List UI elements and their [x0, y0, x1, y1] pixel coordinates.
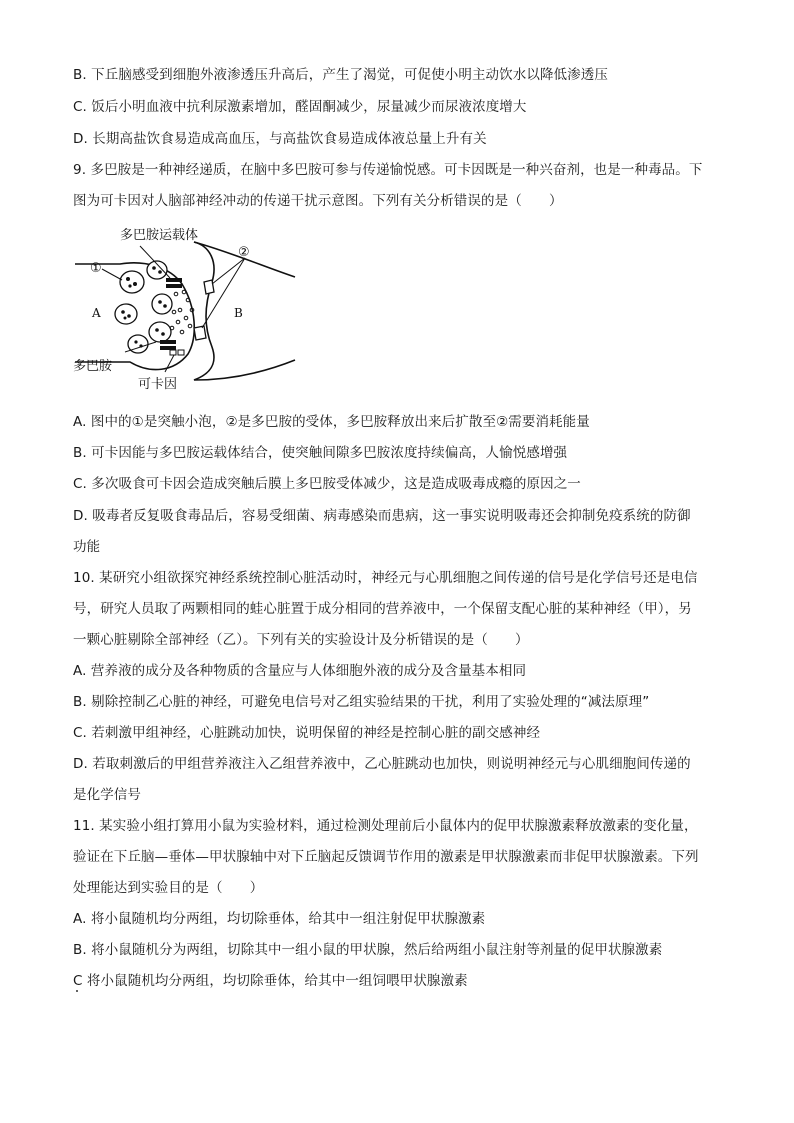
option-10a: A. 营养液的成分及各种物质的含量应与人体细胞外液的成分及含量基本相同: [73, 663, 527, 679]
label-vesicle-1: ①: [90, 261, 102, 276]
label-dopamine-carrier: 多巴胺运载体: [120, 228, 199, 243]
dopamine-receptors: [194, 280, 214, 340]
question-11-stem: 11. 某实验小组打算用小鼠为实验材料，通过检测处理前后小鼠体内的促甲状腺激素释放激素的变化量，: [73, 818, 698, 834]
label-b: B: [234, 306, 243, 320]
question-10-stem-cont: 号，研究人员取了两颗相同的蛙心脏置于成分相同的营养液中，一个保留支配心脏的某种神经（甲），另: [73, 601, 692, 617]
option-9d-cont: 功能: [73, 539, 101, 555]
stray-dot-mark: [76, 990, 78, 992]
option-11c: C 将小鼠随机均分两组，均切除垂体，给其中一组饲喂甲状腺激素: [73, 973, 468, 989]
synapse-diagram: [70, 222, 300, 397]
option-9d: D. 吸毒者反复吸食毒品后，容易受细菌、病毒感染而患病，这一事实说明吸毒还会抑制免疫系统的防御: [73, 508, 691, 524]
question-10-stem-end: 一颗心脏剔除全部神经（乙）。下列有关的实验设计及分析错误的是（ ）: [73, 632, 529, 648]
label-cocaine: 可卡因: [138, 377, 178, 392]
option-10d: D. 若取刺激后的甲组营养液注入乙组营养液中，乙心脏跳动也加快，则说明神经元与心肌细胞间传递的: [73, 756, 691, 772]
option-9c: C. 多次吸食可卡因会造成突触后膜上多巴胺受体减少，这是造成吸毒成瘾的原因之一: [73, 476, 581, 492]
synaptic-vesicles: [115, 261, 172, 353]
question-11-stem-end: 处理能达到实验目的是（ ）: [73, 880, 264, 896]
option-9a: A. 图中的①是突触小泡，②是多巴胺的受体，多巴胺释放出来后扩散至②需要消耗能量: [73, 414, 590, 430]
label-receptor-2: ②: [238, 245, 250, 260]
option-10c: C. 若刺激甲组神经，心脏跳动加快，说明保留的神经是控制心脏的副交感神经: [73, 725, 541, 741]
option-11a: A. 将小鼠随机均分两组，均切除垂体，给其中一组注射促甲状腺激素: [73, 911, 486, 927]
question-9-stem-cont: 图为可卡因对人脑部神经冲动的传递干扰示意图。下列有关分析错误的是（ ）: [73, 193, 563, 209]
option-8d: D. 长期高盐饮食易造成高血压，与高盐饮食易造成体液总量上升有关: [73, 131, 487, 147]
postsynaptic-membrane: [194, 242, 295, 380]
synapse-diagram-svg: [70, 222, 300, 397]
question-9-stem: 9. 多巴胺是一种神经递质，在脑中多巴胺可参与传递愉悦感。可卡因既是一种兴奋剂，也是一种毒品。下: [73, 162, 703, 178]
label-dopamine: 多巴胺: [73, 359, 113, 374]
cocaine-molecules: [170, 350, 184, 355]
dopamine-particles: [170, 290, 194, 334]
option-11b: B. 将小鼠随机分为两组，切除其中一组小鼠的甲状腺，然后给两组小鼠注射等剂量的促甲状腺激素: [73, 942, 663, 958]
option-8b: B. 下丘脑感受到细胞外液渗透压升高后，产生了渴觉，可促使小明主动饮水以降低渗透压: [73, 67, 608, 83]
option-9b: B. 可卡因能与多巴胺运载体结合，使突触间隙多巴胺浓度持续偏高，人愉悦感增强: [73, 445, 568, 461]
question-10-stem: 10. 某研究小组欲探究神经系统控制心脏活动时，神经元与心肌细胞之间传递的信号是化学信号还是电信: [73, 570, 698, 586]
label-a: A: [92, 306, 101, 320]
option-10b: B. 剔除控制乙心脏的神经，可避免电信号对乙组实验结果的干扰，利用了实验处理的“减法原理”: [73, 694, 650, 710]
question-11-stem-cont: 验证在下丘脑—垂体—甲状腺轴中对下丘脑起反馈调节作用的激素是甲状腺激素而非促甲状腺激素。下列: [73, 849, 699, 865]
option-10d-cont: 是化学信号: [73, 787, 141, 803]
option-8c: C. 饭后小明血液中抗利尿激素增加，醛固酮减少，尿量减少而尿液浓度增大: [73, 99, 527, 115]
